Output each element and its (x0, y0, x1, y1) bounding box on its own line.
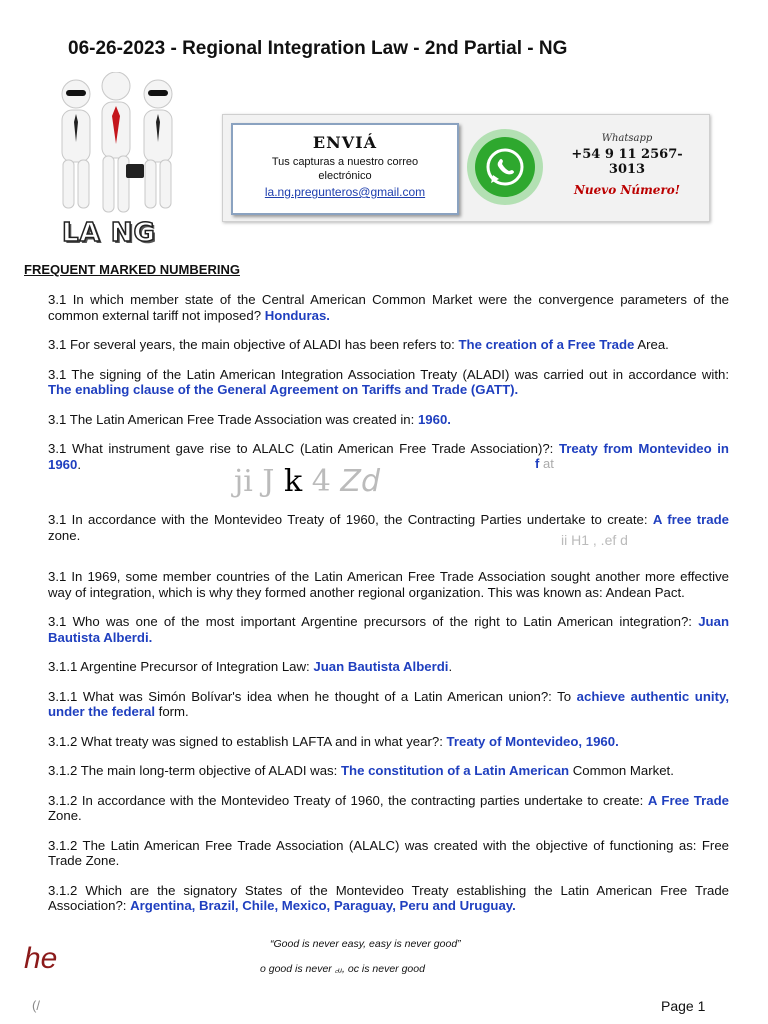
question-item (48, 689, 729, 720)
question-text: 3.1 The Latin American Free Trade Association was created in: (48, 411, 418, 427)
question-tail: form. (155, 704, 189, 719)
question-item (48, 441, 729, 472)
question-item (48, 614, 729, 645)
footer-paren: (/ (32, 998, 40, 1013)
question-list (48, 292, 729, 928)
whatsapp-phone: +54 9 11 2567-3013 (571, 147, 683, 177)
footer-he-mark: he (24, 942, 58, 975)
answer-text: Treaty from Montevideo in 1960 (48, 441, 729, 472)
question-item (48, 763, 729, 779)
question-item (48, 838, 729, 869)
question-item (48, 659, 729, 675)
answer-text: The creation of a Free Trade (458, 337, 635, 352)
question-item (48, 367, 729, 398)
question-text: 3.1.2 In accordance with the Montevideo Treaty of 1960, the contracting parties undertake to create: (48, 792, 648, 808)
answer-text: Juan Bautista Alberdi (313, 659, 449, 674)
answer-text: Treaty of Montevideo, 1960. (446, 733, 619, 749)
question-text: 3.1.1 Argentine Precursor of Integration Law: (48, 659, 314, 674)
section-heading: FREQUENT MARKED NUMBERING (24, 262, 240, 277)
logo-lettering: LA NG (62, 218, 156, 248)
answer-text: achieve authentic unity, under the federal (48, 688, 729, 719)
whatsapp-info (557, 133, 697, 197)
question-item (48, 793, 729, 824)
question-text: 3.1 In 1969, some member countries of the Latin American Free Trade Association sought another more effective way of integration, which is why they formed another regional organization. This was known as: Andean Pact. (48, 569, 729, 600)
question-item (48, 883, 729, 914)
question-text: 3.1.2 The Latin American Free Trade Association (ALALC) was created with the objective of functioning as: Free Trade Zone. (48, 837, 729, 868)
envia-heading: ENVIÁ (312, 133, 378, 152)
question-text: 3.1.2 Which are the signatory States of the Montevideo Treaty establishing the Latin American Free Trade Association?: (48, 882, 729, 913)
question-item (48, 734, 729, 750)
question-item (48, 569, 729, 600)
scan-artifact-text: ji J k 4 Zd (234, 464, 380, 499)
new-number-label: Nuevo Número! (573, 183, 681, 197)
whatsapp-label: Whatsapp (601, 133, 653, 144)
question-tail: Area. (634, 337, 669, 352)
page-number: Page 1 (661, 998, 706, 1014)
answer-text: Honduras. (264, 307, 330, 323)
question-text: 3.1.2 The main long-term objective of ALADI was: (48, 763, 341, 778)
footer-quote-garbled: o good is never ꜀ᵤ, oc is never good (260, 963, 425, 975)
scan-artifact-faint: ii H1 , .ef d (561, 532, 628, 548)
question-tail: . (448, 659, 453, 674)
question-text: 3.1 What instrument gave rise to ALALC (Latin American Free Trade Association)?: (48, 441, 559, 456)
contact-banner (222, 114, 710, 222)
question-item (48, 292, 729, 323)
answer-text: A free trade (652, 512, 729, 527)
scan-artifact-fat: f at (535, 456, 554, 471)
answer-text: The constitution of a Latin American (340, 763, 570, 778)
question-tail: Zone. (48, 808, 82, 823)
answer-text: Argentina, Brazil, Chile, Mexico, Paraguay, Peru and Uruguay. (130, 898, 516, 913)
answer-text: 1960. (417, 411, 451, 427)
question-text: 3.1 Who was one of the most important Argentine precursors of the right to Latin American integration?: (48, 614, 699, 629)
question-text: 3.1.2 What treaty was signed to establish LAFTA and in what year?: (48, 733, 447, 749)
question-text: 3.1 The signing of the Latin American Integration Association Treaty (ALADI) was carried out in accordance with: (48, 366, 729, 382)
email-link[interactable]: la.ng.pregunteros@gmail.com (264, 185, 426, 199)
answer-text: The enabling clause of the General Agreement on Tariffs and Trade (GATT). (48, 382, 519, 397)
question-item (48, 412, 729, 428)
question-text: 3.1.1 What was Simón Bolívar's idea when he thought of a Latin American union?: To (48, 688, 577, 704)
question-text: 3.1 In accordance with the Montevideo Treaty of 1960, the Contracting Parties undertake to create: (48, 512, 653, 527)
whatsapp-icon (463, 123, 547, 211)
question-tail: zone. (48, 527, 81, 543)
envia-subtext: Tus capturas a nuestro correo electrónico (271, 156, 419, 182)
answer-text: A Free Trade (647, 792, 729, 808)
footer-quote: “Good is never easy, easy is never good” (270, 938, 461, 950)
email-callout (231, 123, 459, 215)
question-text: 3.1 In which member state of the Central American Common Market were the convergence parameters of the common external tariff not imposed? (48, 292, 729, 323)
question-item (48, 337, 729, 353)
answer-text: Juan Bautista Alberdi. (48, 614, 729, 645)
question-text: 3.1 For several years, the main objective of ALADI has been refers to: (48, 337, 459, 352)
document-title: 06-26-2023 - Regional Integration Law - 2nd Partial - NG (68, 38, 568, 59)
question-tail: . (77, 456, 82, 472)
question-tail: Common Market. (569, 763, 674, 778)
